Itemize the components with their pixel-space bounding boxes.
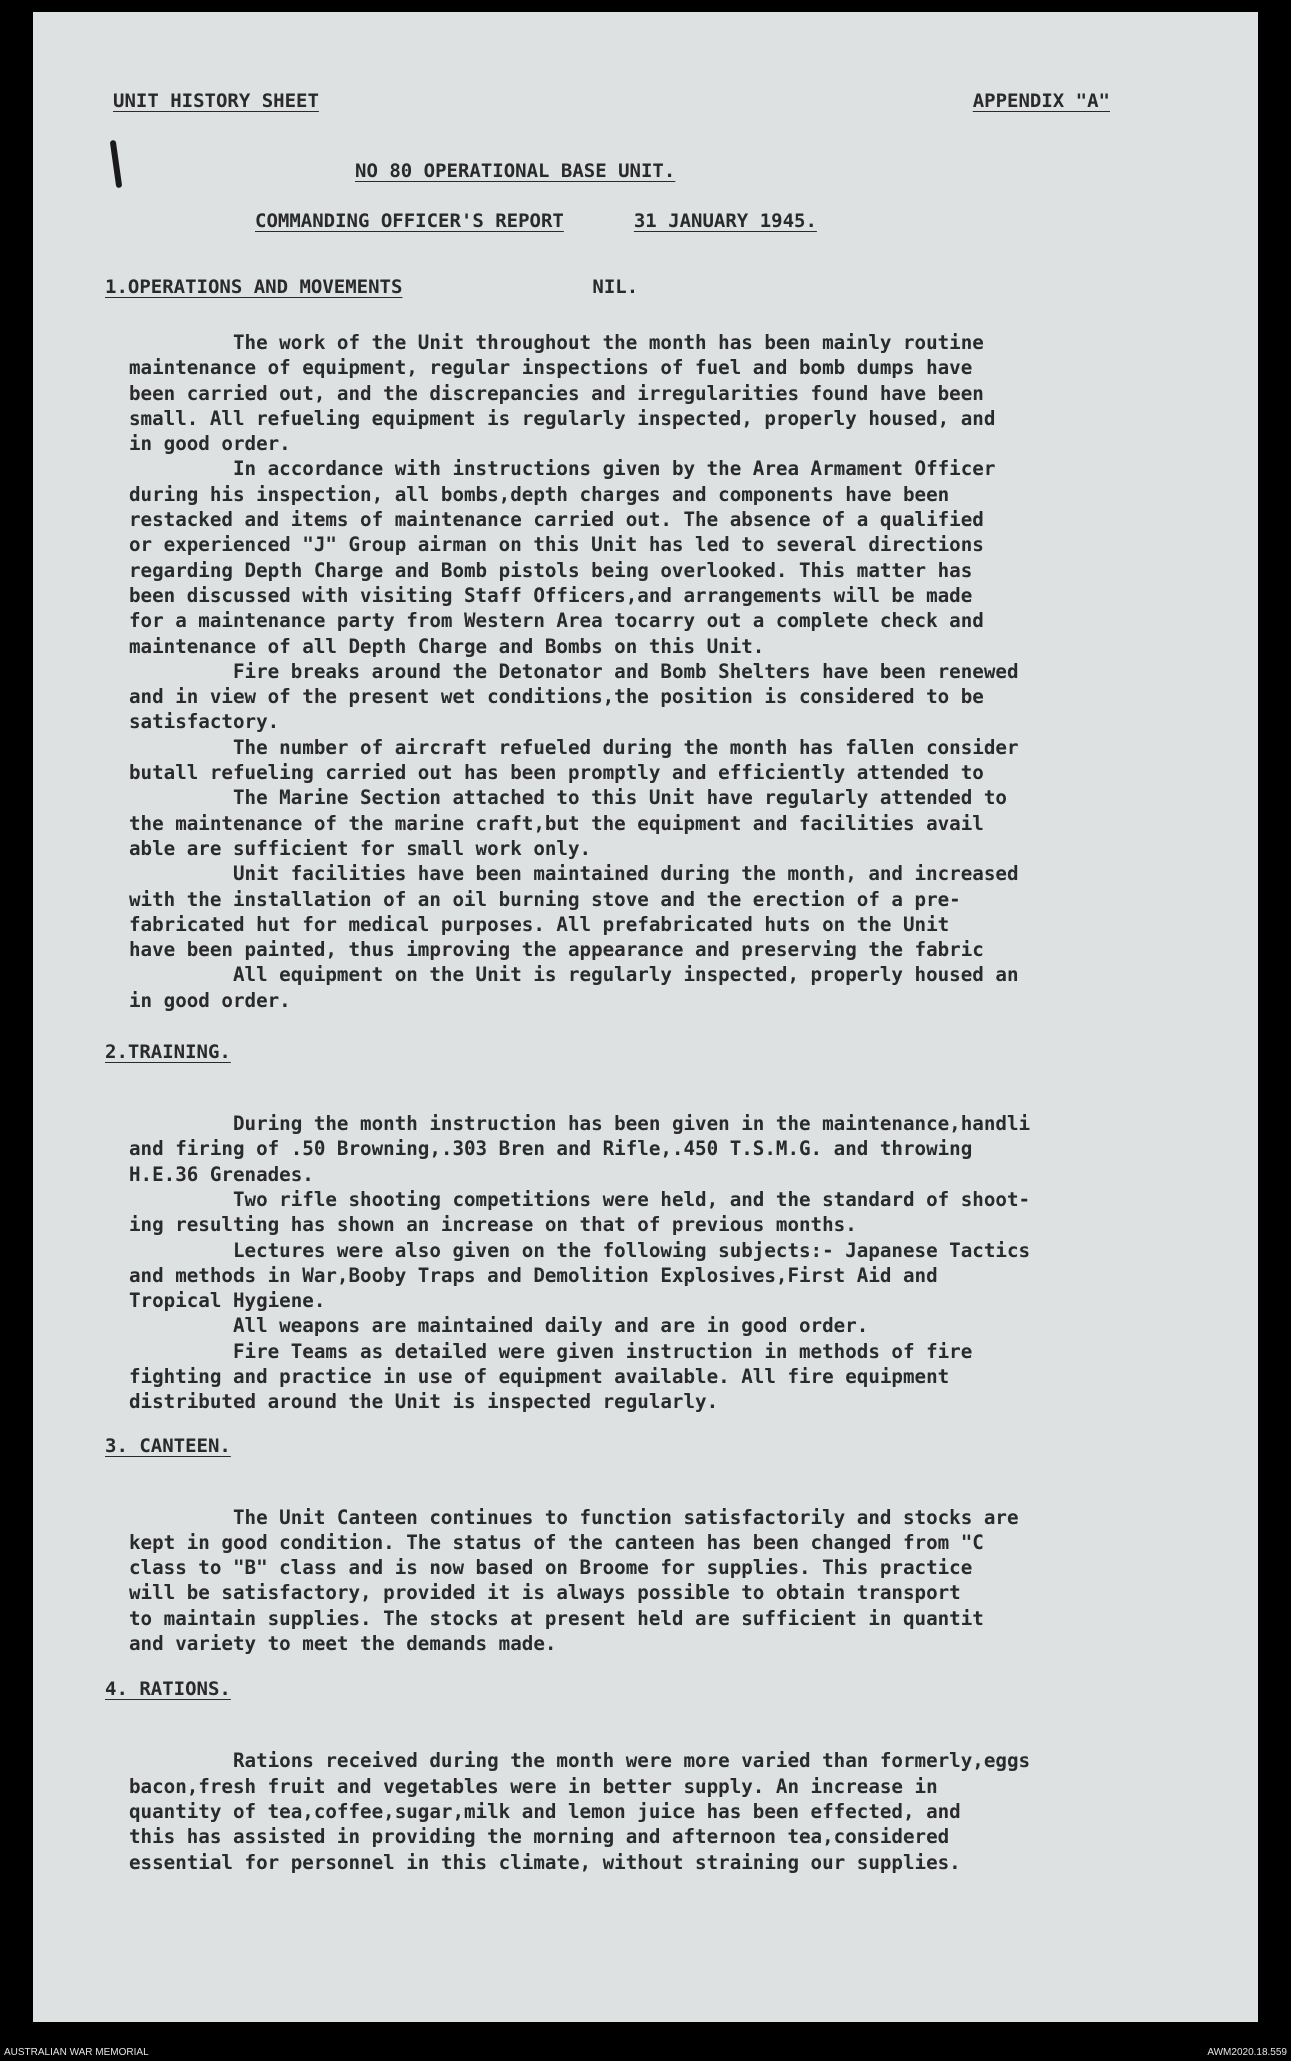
footer	[0, 2047, 1291, 2061]
footer-source: AUSTRALIAN WAR MEMORIAL	[4, 2047, 149, 2058]
sheet-label: UNIT HISTORY SHEET	[113, 90, 319, 112]
section-1-body: The work of the Unit throughout the month has been mainly routine maintenance of equipment, regular inspections of fuel and bomb dumps have been carried out, and the discrepancies and irregularities found have been small. All refueling equipment is regularly inspected, properly housed, and in good order. In accordance with instructions given by the Area Armament Officer during his inspection, all bombs,depth charges and components have been restacked and items of maintenance carried out. The absence of a qualified or experienced "J" Group airman on this Unit has led to several directions regarding Depth Charge and Bomb pistols being overlooked. This matter has been discussed with visiting Staff Officers,and arrangements will be made for a maintenance party from Western Area tocarry out a complete check and maintenance of all Depth Charge and Bombs on this Unit. Fire breaks around the Detonator and Bomb Shelters have been renewed and in view of the present wet conditions,the position is considered to be satisfactory. The number of aircraft refueled during the month has fallen consider butall refueling carried out has been promptly and efficiently attended to The Marine Section attached to this Unit have regularly attended to the maintenance of the marine craft,but the equipment and facilities avail able are sufficient for small work only. Unit facilities have been maintained during the month, and increased with the installation of an oil burning stove and the erection of a pre- fabricated hut for medical purposes. All prefabricated huts on the Unit have been painted, thus improving the appearance and preserving the fabric All equipment on the Unit is regularly inspected, properly housed an in good order.	[129, 331, 1019, 1012]
section-4-heading-row	[105, 1678, 1232, 1700]
footer-id: AWM2020.18.559	[1207, 2047, 1287, 2058]
report-title: COMMANDING OFFICER'S REPORT	[255, 210, 564, 232]
document-page	[33, 12, 1258, 2022]
appendix-label: APPENDIX "A"	[972, 90, 1110, 112]
section-2-heading: 2.TRAINING.	[105, 1041, 231, 1064]
section-2-heading-row	[105, 1041, 1232, 1063]
paper-mark	[110, 140, 123, 188]
section-3-heading-row	[105, 1435, 1232, 1457]
header-row	[113, 90, 1110, 112]
section-4-heading: 4. RATIONS.	[105, 1678, 231, 1701]
unit-title: NO 80 OPERATIONAL BASE UNIT.	[355, 160, 676, 182]
report-title-line	[255, 210, 1232, 232]
section-3-heading: 3. CANTEEN.	[105, 1434, 231, 1457]
section-4-body: Rations received during the month were more varied than formerly,eggs bacon,fresh fruit and vegetables were in better supply. An increase in quantity of tea,coffee,sugar,milk and lemon juice has been effected, and this has assisted in providing the morning and afternoon tea,considered essential for personnel in this climate, without straining our supplies.	[129, 1749, 1031, 1874]
section-1-status: NIL.	[592, 276, 639, 298]
report-date: 31 JANUARY 1945.	[633, 210, 817, 232]
section-1-heading-row	[105, 276, 1232, 298]
section-1-heading: 1.OPERATIONS AND MOVEMENTS	[105, 276, 403, 298]
section-3-body: The Unit Canteen continues to function satisfactorily and stocks are kept in good condition. The status of the canteen has been changed from "C class to "B" class and is now based on Broome for supplies. This practice will be satisfactory, provided it is always possible to obtain transport to maintain supplies. The stocks at present held are sufficient in quantit and variety to meet the demands made.	[129, 1505, 1019, 1656]
section-2-body: During the month instruction has been given in the maintenance,handli and firing of .50 Browning,.303 Bren and Rifle,.450 T.S.M.G. and throwing H.E.36 Grenades. Two rifle shooting competitions were held, and the standard of shoot- ing resulting has shown an increase on that of previous months. Lectures were also given on the following subjects:- Japanese Tactics and methods in War,Booby Traps and Demolition Explosives,First Aid and Tropical Hygiene. All weapons are maintained daily and are in good order. Fire Teams as detailed were given instruction in methods of fire fighting and practice in use of equipment available. All fire equipment distributed around the Unit is inspected regularly.	[129, 1112, 1031, 1414]
